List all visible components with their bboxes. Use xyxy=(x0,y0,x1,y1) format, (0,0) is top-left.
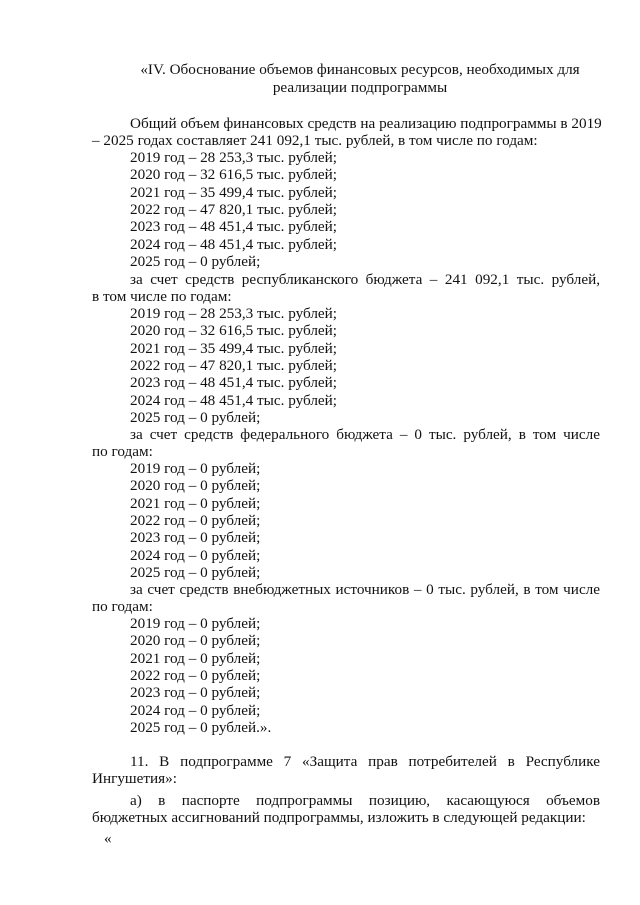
opening-quote-mark: « xyxy=(104,830,112,847)
intro-line-2: – 2025 годах составляет 241 092,1 тыс. рублей, в том числе по годам: xyxy=(92,132,538,149)
section-heading-line-2: реализации подпрограммы xyxy=(272,79,448,96)
extrabudget-line-1: за счет средств внебюджетных источников – 0 тыс. рублей, в том числе xyxy=(130,581,600,598)
total-year-line: 2025 год – 0 рублей; xyxy=(130,252,261,270)
total-year-line: 2019 год – 28 253,3 тыс. рублей; xyxy=(130,149,338,166)
republic-year-line: 2019 год – 28 253,3 тыс. рублей; xyxy=(130,305,338,322)
item-11-line-1: 11. В подпрограмме 7 «Защита прав потребителей в Республике xyxy=(130,753,600,770)
federal-year-line: 2022 год – 0 рублей; xyxy=(130,511,261,529)
extrabudget-year-line: 2021 год – 0 рублей; xyxy=(130,649,261,667)
section-heading xyxy=(120,61,600,97)
republic-year-line: 2025 год – 0 рублей; xyxy=(130,408,261,426)
extrabudget-year-line: 2022 год – 0 рублей; xyxy=(130,666,261,684)
republic-year-line: 2023 год – 48 451,4 тыс. рублей; xyxy=(130,374,338,392)
republic-year-line: 2022 год – 47 820,1 тыс. рублей; xyxy=(130,356,338,374)
republic-year-line: 2021 год – 35 499,4 тыс. рублей; xyxy=(130,339,338,357)
republic-budget-line-1: за счет средств республиканского бюджета – 241 092,1 тыс. рублей, xyxy=(130,271,600,288)
total-year-line: 2022 год – 47 820,1 тыс. рублей; xyxy=(130,200,338,218)
federal-year-line: 2020 год – 0 рублей; xyxy=(130,477,261,495)
section-heading-line-1: «IV. Обоснование объемов финансовых ресурсов, необходимых для xyxy=(140,61,580,78)
federal-budget-line-2: по годам: xyxy=(92,443,153,460)
extrabudget-year-line: 2019 год – 0 рублей; xyxy=(130,615,261,632)
federal-year-line: 2025 год – 0 рублей; xyxy=(130,563,261,581)
extrabudget-line-2: по годам: xyxy=(92,598,153,615)
extrabudget-year-line: 2025 год – 0 рублей.». xyxy=(130,718,272,736)
federal-year-line: 2024 год – 0 рублей; xyxy=(130,546,261,564)
extrabudget-year-line: 2024 год – 0 рублей; xyxy=(130,701,261,719)
total-year-line: 2021 год – 35 499,4 тыс. рублей; xyxy=(130,183,338,201)
republic-year-line: 2020 год – 32 616,5 тыс. рублей; xyxy=(130,322,338,340)
item-a-line-1: а) в паспорте подпрограммы позицию, касающуюся объемов xyxy=(130,792,600,809)
total-year-line: 2024 год – 48 451,4 тыс. рублей; xyxy=(130,235,338,253)
item-11-line-2: Ингушетия»: xyxy=(92,770,177,787)
intro-line-1: Общий объем финансовых средств на реализацию подпрограммы в 2019 xyxy=(130,115,602,132)
extrabudget-year-line: 2020 год – 0 рублей; xyxy=(130,632,261,650)
federal-year-line: 2019 год – 0 рублей; xyxy=(130,460,261,477)
extrabudget-year-line: 2023 год – 0 рублей; xyxy=(130,684,261,702)
federal-budget-line-1: за счет средств федерального бюджета – 0 тыс. рублей, в том числе xyxy=(130,426,600,443)
total-year-line: 2023 год – 48 451,4 тыс. рублей; xyxy=(130,218,338,236)
republic-budget-line-2: в том числе по годам: xyxy=(92,288,232,305)
item-a-line-2: бюджетных ассигнований подпрограммы, изложить в следующей редакции: xyxy=(92,809,586,826)
federal-year-line: 2023 год – 0 рублей; xyxy=(130,529,261,547)
republic-year-line: 2024 год – 48 451,4 тыс. рублей; xyxy=(130,391,338,409)
total-year-line: 2020 год – 32 616,5 тыс. рублей; xyxy=(130,166,338,184)
federal-year-line: 2021 год – 0 рублей; xyxy=(130,494,261,512)
